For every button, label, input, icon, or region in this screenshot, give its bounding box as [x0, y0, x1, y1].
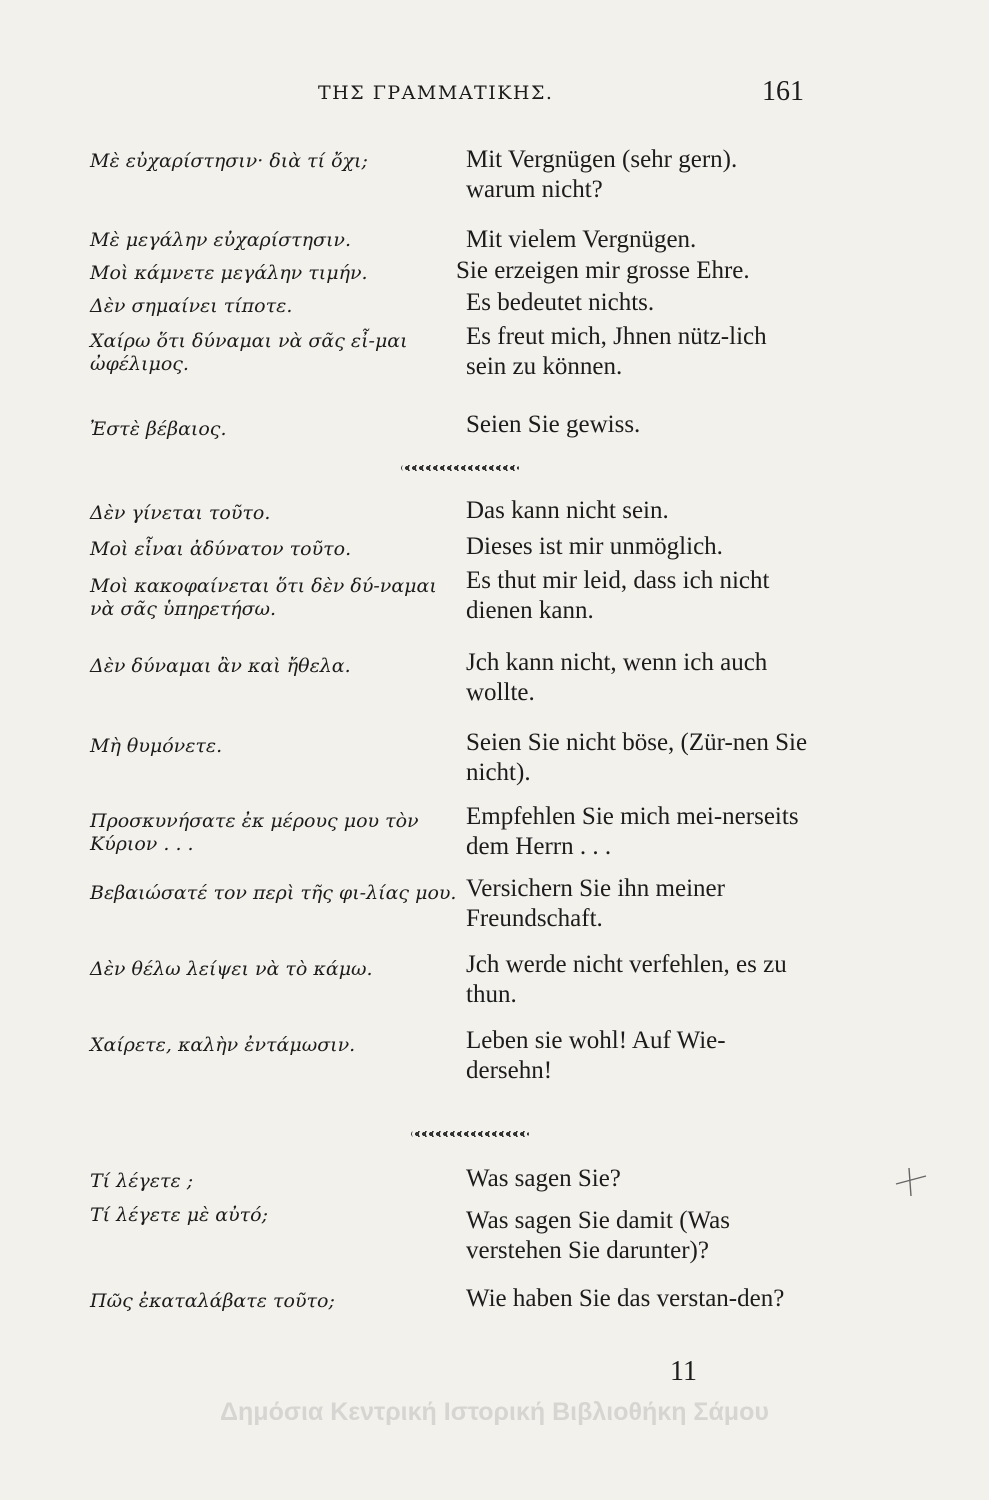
greek-phrase: Μὲ μεγάλην εὐχαρίστησιν.: [90, 229, 352, 251]
german-translation: Sie erzeigen mir grosse Ehre.: [456, 257, 750, 284]
signature-mark: 11: [670, 1356, 697, 1387]
greek-phrase: Μοὶ κάμνετε μεγάλην τιμήν.: [90, 262, 368, 284]
german-translation: Seien Sie gewiss.: [466, 411, 641, 438]
greek-phrase: Δὲν γίνεται τοῦτο.: [90, 502, 271, 524]
ornamental-separator: [390, 1122, 550, 1134]
german-translation: Dieses ist mir unmöglich.: [466, 533, 723, 560]
german-translation: Es freut mich, Jhnen nütz-lich sein zu können.: [466, 323, 767, 380]
german-translation: Das kann nicht sein.: [466, 497, 669, 524]
german-translation: Mit Vergnügen (sehr gern). warum nicht?: [466, 146, 738, 203]
german-translation: Jch werde nicht verfehlen, es zu thun.: [466, 951, 787, 1008]
german-translation: Versichern Sie ihn meiner Freundschaft.: [466, 875, 725, 932]
running-header: [0, 74, 989, 114]
greek-phrase: Μὴ θυμόνετε.: [90, 735, 223, 757]
german-translation: Seien Sie nicht böse, (Zür-nen Sie nicht).: [466, 729, 808, 786]
library-watermark: Δημόσια Κεντρική Ιστορική Βιβλιοθήκη Σάμου: [220, 1398, 769, 1426]
german-translation: Empfehlen Sie mich mei-nerseits dem Herrn . . .: [466, 803, 799, 860]
german-translation: Leben sie wohl! Auf Wie-dersehn!: [466, 1027, 726, 1084]
greek-phrase: Χαίρετε, καλὴν ἐντάμωσιν.: [90, 1034, 356, 1056]
greek-phrase: Τί λέγετε μὲ αὐτό;: [90, 1204, 269, 1226]
german-translation: Es bedeutet nichts.: [466, 289, 655, 316]
pencil-mark-icon: [890, 1162, 930, 1202]
greek-phrase: Τί λέγετε ;: [90, 1170, 194, 1192]
ornamental-separator: [380, 456, 540, 468]
greek-phrase: Ἐστὲ βέβαιος.: [90, 418, 227, 440]
german-translation: Wie haben Sie das verstan-den?: [466, 1285, 785, 1312]
greek-phrase: Δὲν σημαίνει τίποτε.: [90, 295, 293, 317]
greek-phrase: Μοὶ κακοφαίνεται ὅτι δὲν δύ-ναμαι νὰ σᾶς ὑπηρετήσω.: [90, 575, 437, 620]
greek-phrase: Χαίρω ὅτι δύναμαι νὰ σᾶς εἶ-μαι ὠφέλιμος.: [90, 330, 408, 375]
greek-phrase: Βεβαιώσατέ τον περὶ τῆς φι-λίας μου.: [90, 882, 457, 904]
greek-phrase: Πῶς ἐκαταλάβατε τοῦτο;: [90, 1290, 335, 1312]
german-translation: Was sagen Sie?: [466, 1165, 621, 1192]
greek-phrase: Δὲν θέλω λείψει νὰ τὸ κάμω.: [90, 958, 373, 980]
german-translation: Was sagen Sie damit (Was verstehen Sie darunter)?: [466, 1207, 730, 1264]
german-translation: Jch kann nicht, wenn ich auch wollte.: [466, 649, 768, 706]
german-translation: Mit vielem Vergnügen.: [466, 226, 697, 253]
greek-phrase: Προσκυνήσατε ἐκ μέρους μου τὸν Κύριον . . .: [90, 810, 419, 855]
running-title: ΤΗΣ ΓΡΑΜΜΑΤΙΚΗΣ.: [318, 82, 554, 104]
greek-phrase: Δὲν δύναμαι ἂν καὶ ἤθελα.: [90, 655, 351, 677]
greek-phrase: Μὲ εὐχαρίστησιν· διὰ τί ὄχι;: [90, 150, 368, 172]
greek-phrase: Μοὶ εἶναι ἀδύνατον τοῦτο.: [90, 538, 352, 560]
german-translation: Es thut mir leid, dass ich nicht dienen kann.: [466, 567, 770, 624]
page-number: 161: [762, 76, 804, 107]
